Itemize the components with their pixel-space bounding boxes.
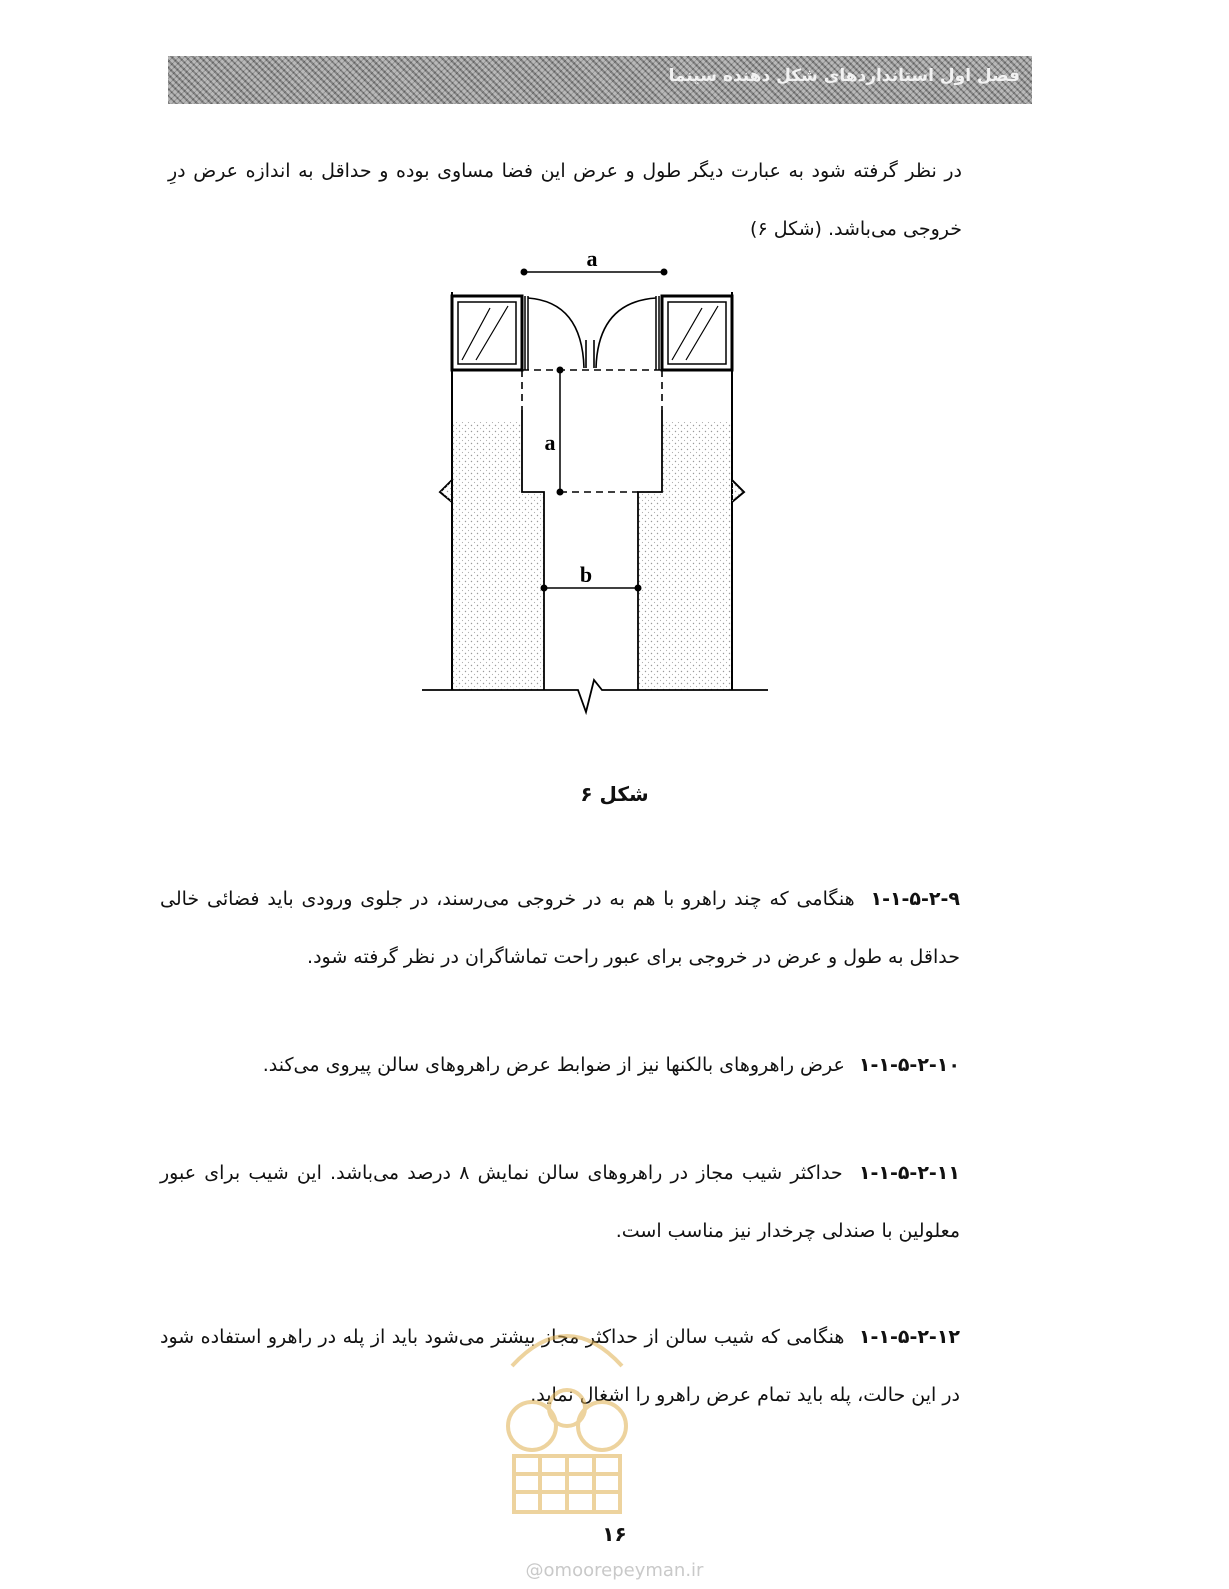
section-text: هنگامی که شیب سالن از حداکثر مجاز بیشتر می‌شود باید از پله در راهرو استفاده شود در این حالت، پله باید تمام عرض راهرو را اشغال نماید. (160, 1326, 960, 1406)
chapter-header-band (168, 56, 1032, 104)
section-number: ۱-۱-۵-۲-۹ (870, 888, 960, 910)
dimension-label-top: a (586, 250, 598, 271)
chapter-header-title: فصل اول استانداردهای شکل دهنده سینما (668, 66, 1020, 86)
section-number: ۱-۱-۵-۲-۱۲ (858, 1326, 961, 1348)
section-number: ۱-۱-۵-۲-۱۰ (858, 1054, 960, 1076)
section-paragraph-10 (160, 1036, 960, 1094)
figure-caption: شکل ۶ (580, 782, 649, 806)
section-text: حداکثر شیب مجاز در راهروهای سالن نمایش ۸ درصد می‌باشد. این شیب برای عبور معلولین با صندلی چرخدار نیز مناسب است. (160, 1162, 960, 1242)
dimension-label-middle: a (544, 430, 556, 455)
watermark-logo-icon (492, 1296, 642, 1526)
section-number: ۱-۱-۵-۲-۱۱ (858, 1162, 960, 1184)
section-paragraph-11 (160, 1144, 960, 1260)
section-paragraph-9 (160, 870, 960, 986)
page-number: ۱۶ (602, 1522, 627, 1546)
section-text: عرض راهروهای بالکنها نیز از ضوابط عرض راهروهای سالن پیروی می‌کند. (262, 1054, 845, 1076)
dimension-label-bottom: b (579, 562, 593, 587)
watermark-url: @omoorepeyman.ir (525, 1560, 704, 1581)
figure-6-drawing (410, 250, 780, 720)
intro-paragraph: در نظر گرفته شود به عبارت دیگر طول و عرض این فضا مساوی بوده و حداقل به اندازه عرض درِ خروجی می‌باشد. (شکل ۶) (168, 160, 962, 240)
section-text: هنگامی که چند راهرو با هم به در خروجی می‌رسند، در جلوی ورودی باید فضائی خالی حداقل به طول و عرض در خروجی برای عبور راحت تماشاگران در نظر گرفته شود. (160, 888, 960, 968)
